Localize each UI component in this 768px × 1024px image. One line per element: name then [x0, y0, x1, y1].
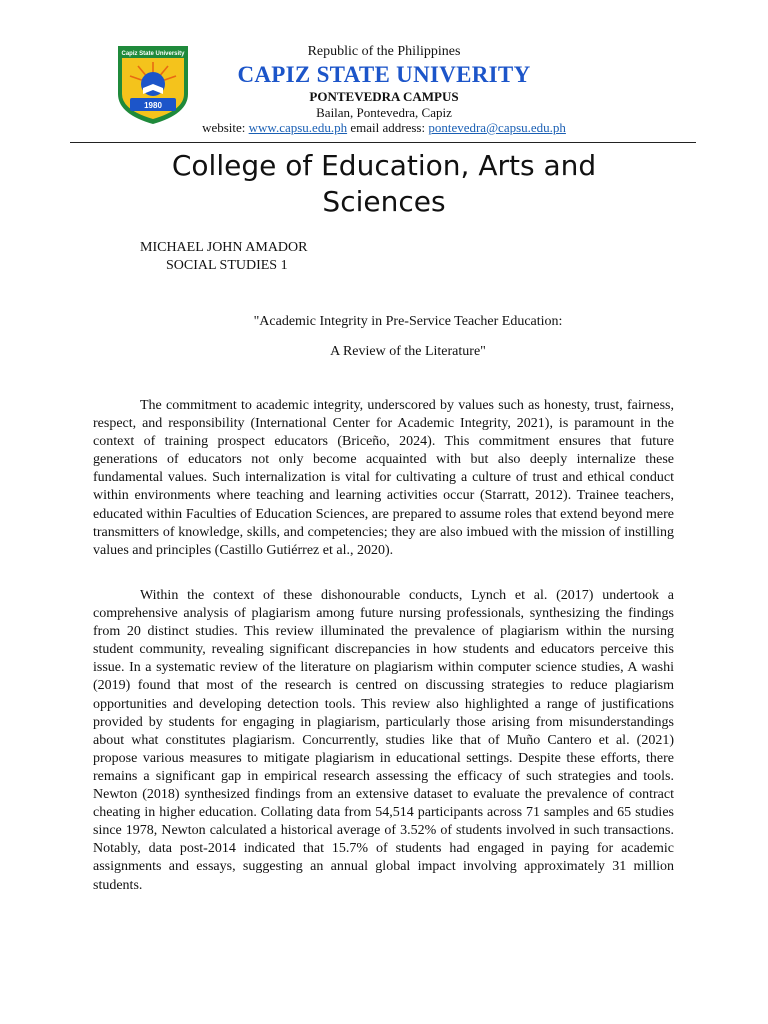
header-divider	[70, 142, 696, 143]
logo-caption: Capiz State University	[121, 51, 185, 57]
website-label: website:	[202, 120, 249, 135]
college-title: College of Education, Arts and Sciences	[171, 149, 597, 218]
republic-line: Republic of the Philippines	[307, 44, 461, 59]
campus-address: Bailan, Pontevedra, Capiz	[316, 105, 452, 120]
paper-title-line-2: A Review of the Literature"	[330, 344, 486, 359]
campus-name: PONTEVEDRA CAMPUS	[309, 89, 459, 104]
logo-year: 1980	[144, 101, 162, 110]
paper-title-line-1: "Academic Integrity in Pre-Service Teacher Education:	[253, 314, 563, 329]
university-name: CAPIZ STATE UNIVERITY	[237, 62, 531, 87]
email-label: email address:	[347, 120, 429, 135]
email-link[interactable]: pontevedra@capsu.edu.ph	[428, 120, 566, 135]
website-link[interactable]: www.capsu.edu.ph	[248, 120, 348, 135]
subject-name: SOCIAL STUDIES 1	[166, 258, 288, 273]
contact-line	[0, 120, 768, 136]
author-name: MICHAEL JOHN AMADOR	[140, 240, 308, 255]
body-paragraph-2: Within the context of these dishonourable conducts, Lynch et al. (2017) undertook a comprehensive analysis of plagiarism among future nursing professionals, synthesizing the findings from 20 distinct studies. This review illuminated the prevalence of plagiarism within the nursing student community, revealing significant discrepancies in how students and educators perceive this issue. In a systematic review of the literature on plagiarism within computer science studies, A washi (2019) found that most of the research is centred on discussing strategies to reduce plagiarism opportunities and developing detection tools. This review also highlighted a range of justifications provided by students for engaging in plagiarism, particularly those arising from misunderstandings about what constitutes plagiarism. Concurrently, studies like that of Muño Cantero et al. (2021) propose various measures to mitigate plagiarism in educational settings. Despite these efforts, there remains a significant gap in empirical research assessing the efficacy of such strategies and tools. Newton (2018) synthesized findings from an extensive dataset to evaluate the prevalence of contract cheating in higher education. Collating data from 54,514 participants across 71 samples and 65 studies since 1978, Newton calculated a historical average of 3.52% of students involved in such transactions. Notably, data post-2014 indicated that 15.7% of students had engaged in paying for academic assignments and essays, suggesting an annual global impact involving approximately 31 million students.	[93, 588, 674, 893]
body-paragraph-1: The commitment to academic integrity, underscored by values such as honesty, trust, fairness, respect, and responsibility (International Center for Academic Integrity, 2021), is paramount in the context of training prospect educators (Briceño, 2024). This commitment ensures that future generations of educators not only become acquainted with but also deeply internalize these fundamental values. Such internalization is vital for cultivating a culture of trust and ethical conduct within environments where teaching and learning activities occur (Starratt, 2012). Trainee teachers, educated within Faculties of Education Sciences, are prepared to assume roles that extend beyond mere transmitters of knowledge, skills, and competencies; they are also imbued with the mission of instilling values and principles (Castillo Gutiérrez et al., 2020).	[93, 398, 674, 558]
